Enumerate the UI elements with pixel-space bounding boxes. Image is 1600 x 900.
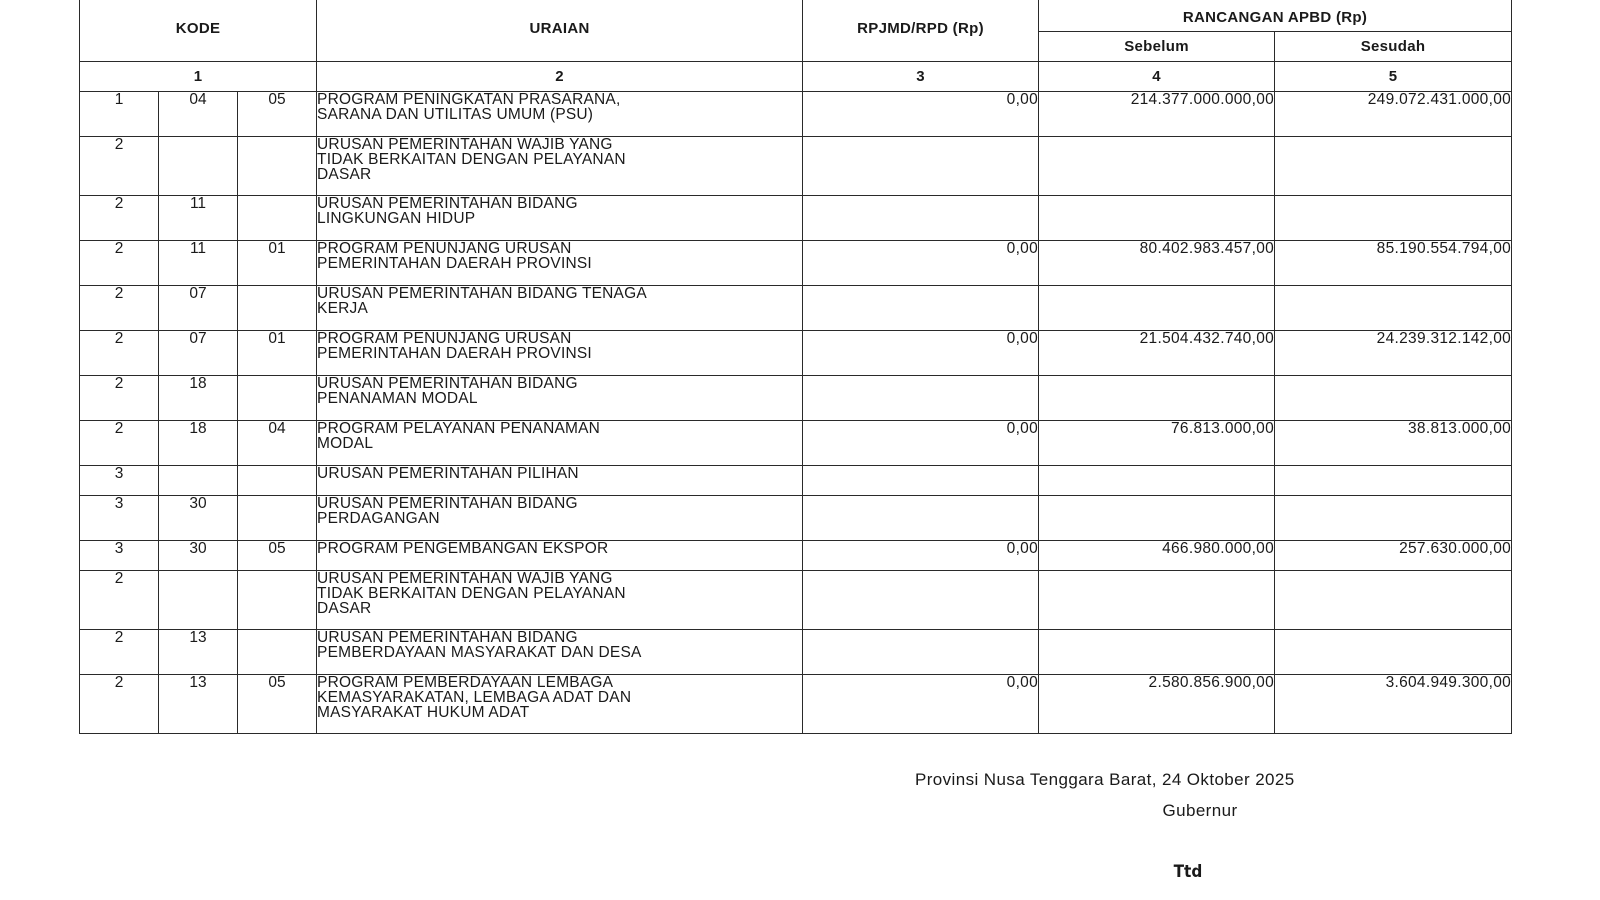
table-row [80, 376, 1512, 421]
sebelum-value [1039, 630, 1275, 675]
kode-program [238, 376, 317, 421]
uraian-line: DASAR [317, 600, 372, 617]
signature-ttd: Ttd [1173, 862, 1203, 882]
uraian-cell [317, 541, 803, 571]
uraian-line: PROGRAM PEMBERDAYAAN LEMBAGA [317, 674, 614, 691]
kode-program [238, 196, 317, 241]
kode-program: 05 [238, 675, 317, 734]
kode-program: 04 [238, 421, 317, 466]
uraian-line: URUSAN PEMERINTAHAN BIDANG [317, 375, 578, 392]
uraian-line: URUSAN PEMERINTAHAN PILIHAN [317, 465, 579, 482]
rpjmd-value: 0,00 [803, 331, 1039, 376]
sebelum-value [1039, 571, 1275, 630]
kode-bidang: 11 [159, 241, 238, 286]
kode-program: 05 [238, 541, 317, 571]
sesudah-value: 38.813.000,00 [1275, 421, 1512, 466]
uraian-cell [317, 466, 803, 496]
rpjmd-value: 0,00 [803, 421, 1039, 466]
uraian-cell [317, 331, 803, 376]
kode-urusan: 2 [80, 331, 159, 376]
table-row [80, 331, 1512, 376]
kode-program [238, 496, 317, 541]
table-row [80, 241, 1512, 286]
kode-urusan: 2 [80, 137, 159, 196]
sesudah-value [1275, 466, 1512, 496]
sesudah-value [1275, 137, 1512, 196]
kode-bidang: 07 [159, 331, 238, 376]
uraian-line: SARANA DAN UTILITAS UMUM (PSU) [317, 106, 594, 123]
uraian-line: PROGRAM PELAYANAN PENANAMAN [317, 420, 601, 437]
rpjmd-value [803, 571, 1039, 630]
kode-urusan: 2 [80, 376, 159, 421]
uraian-cell [317, 241, 803, 286]
kode-program [238, 571, 317, 630]
table-row [80, 571, 1512, 630]
kode-urusan: 2 [80, 421, 159, 466]
header-uraian: URAIAN [317, 0, 803, 62]
uraian-line: DASAR [317, 166, 372, 183]
kode-program: 05 [238, 92, 317, 137]
kode-urusan: 3 [80, 496, 159, 541]
sesudah-value: 249.072.431.000,00 [1275, 92, 1512, 137]
sesudah-value: 24.239.312.142,00 [1275, 331, 1512, 376]
sebelum-value [1039, 466, 1275, 496]
rpjmd-value: 0,00 [803, 92, 1039, 137]
table-row [80, 137, 1512, 196]
sesudah-value [1275, 196, 1512, 241]
uraian-line: PENANAMAN MODAL [317, 390, 478, 407]
kode-urusan: 2 [80, 286, 159, 331]
rpjmd-value [803, 196, 1039, 241]
uraian-cell [317, 376, 803, 421]
kode-urusan: 2 [80, 571, 159, 630]
rpjmd-value [803, 286, 1039, 331]
uraian-line: TIDAK BERKAITAN DENGAN PELAYANAN [317, 151, 626, 168]
kode-urusan: 2 [80, 630, 159, 675]
uraian-cell [317, 630, 803, 675]
table-row [80, 675, 1512, 734]
kode-bidang: 13 [159, 675, 238, 734]
uraian-cell [317, 286, 803, 331]
table-row [80, 496, 1512, 541]
table-row [80, 286, 1512, 331]
table-row [80, 466, 1512, 496]
uraian-line: PROGRAM PENUNJANG URUSAN [317, 330, 572, 347]
uraian-line: URUSAN PEMERINTAHAN BIDANG TENAGA [317, 285, 647, 302]
uraian-line: PEMBERDAYAAN MASYARAKAT DAN DESA [317, 644, 642, 661]
kode-program [238, 466, 317, 496]
kode-urusan: 3 [80, 466, 159, 496]
uraian-cell [317, 196, 803, 241]
rpjmd-value [803, 496, 1039, 541]
uraian-line: LINGKUNGAN HIDUP [317, 210, 476, 227]
kode-bidang: 18 [159, 421, 238, 466]
kode-program [238, 286, 317, 331]
sesudah-value [1275, 286, 1512, 331]
rpjmd-value: 0,00 [803, 241, 1039, 286]
table-body [80, 92, 1512, 734]
sesudah-value [1275, 376, 1512, 421]
uraian-line: KEMASYARAKATAN, LEMBAGA ADAT DAN [317, 689, 632, 706]
rpjmd-value [803, 466, 1039, 496]
kode-bidang: 11 [159, 196, 238, 241]
sebelum-value [1039, 286, 1275, 331]
kode-urusan: 3 [80, 541, 159, 571]
sebelum-value: 76.813.000,00 [1039, 421, 1275, 466]
uraian-cell [317, 496, 803, 541]
kode-program: 01 [238, 331, 317, 376]
kode-urusan: 2 [80, 241, 159, 286]
table-row [80, 421, 1512, 466]
rpjmd-value [803, 137, 1039, 196]
signature-place-date: Provinsi Nusa Tenggara Barat, 24 Oktober 2025 [915, 770, 1295, 789]
kode-bidang: 30 [159, 496, 238, 541]
kode-bidang: 07 [159, 286, 238, 331]
uraian-cell [317, 137, 803, 196]
uraian-cell [317, 421, 803, 466]
table-row [80, 541, 1512, 571]
header-rancangan-apbd: RANCANGAN APBD (Rp) [1039, 0, 1512, 32]
sesudah-value: 85.190.554.794,00 [1275, 241, 1512, 286]
table-row [80, 630, 1512, 675]
kode-bidang: 13 [159, 630, 238, 675]
kode-bidang: 30 [159, 541, 238, 571]
kode-program [238, 630, 317, 675]
kode-bidang: 18 [159, 376, 238, 421]
uraian-line: PROGRAM PENGEMBANGAN EKSPOR [317, 540, 609, 557]
uraian-line: URUSAN PEMERINTAHAN WAJIB YANG [317, 136, 613, 153]
uraian-line: PEMERINTAHAN DAERAH PROVINSI [317, 255, 592, 272]
uraian-line: KERJA [317, 300, 368, 317]
table-row [80, 196, 1512, 241]
rpjmd-value: 0,00 [803, 541, 1039, 571]
kode-urusan: 1 [80, 92, 159, 137]
header-sebelum: Sebelum [1039, 32, 1275, 62]
sesudah-value [1275, 496, 1512, 541]
column-number-5: 5 [1275, 62, 1512, 92]
sebelum-value: 80.402.983.457,00 [1039, 241, 1275, 286]
sebelum-value: 214.377.000.000,00 [1039, 92, 1275, 137]
uraian-cell [317, 92, 803, 137]
sebelum-value: 2.580.856.900,00 [1039, 675, 1275, 734]
sebelum-value: 21.504.432.740,00 [1039, 331, 1275, 376]
signature-title: Gubernur [1162, 801, 1238, 820]
sesudah-value [1275, 571, 1512, 630]
uraian-line: PEMERINTAHAN DAERAH PROVINSI [317, 345, 592, 362]
uraian-line: URUSAN PEMERINTAHAN BIDANG [317, 495, 578, 512]
uraian-line: PROGRAM PENUNJANG URUSAN [317, 240, 572, 257]
uraian-line: PROGRAM PENINGKATAN PRASARANA, [317, 91, 621, 108]
kode-urusan: 2 [80, 675, 159, 734]
sesudah-value [1275, 630, 1512, 675]
uraian-line: URUSAN PEMERINTAHAN BIDANG [317, 195, 578, 212]
kode-bidang: 04 [159, 92, 238, 137]
header-rpjmd: RPJMD/RPD (Rp) [803, 0, 1039, 62]
sebelum-value [1039, 496, 1275, 541]
kode-bidang [159, 571, 238, 630]
sebelum-value [1039, 137, 1275, 196]
sesudah-value: 257.630.000,00 [1275, 541, 1512, 571]
kode-bidang [159, 466, 238, 496]
uraian-cell [317, 571, 803, 630]
uraian-line: URUSAN PEMERINTAHAN WAJIB YANG [317, 570, 613, 587]
kode-urusan: 2 [80, 196, 159, 241]
column-number-4: 4 [1039, 62, 1275, 92]
table-row [80, 92, 1512, 137]
rpjmd-value: 0,00 [803, 675, 1039, 734]
kode-program [238, 137, 317, 196]
column-number-1: 1 [80, 62, 317, 92]
uraian-line: TIDAK BERKAITAN DENGAN PELAYANAN [317, 585, 626, 602]
header-kode: KODE [80, 0, 317, 62]
uraian-line: PERDAGANGAN [317, 510, 440, 527]
sebelum-value [1039, 376, 1275, 421]
header-sesudah: Sesudah [1275, 32, 1512, 62]
uraian-cell [317, 675, 803, 734]
sesudah-value: 3.604.949.300,00 [1275, 675, 1512, 734]
sebelum-value: 466.980.000,00 [1039, 541, 1275, 571]
rpjmd-value [803, 376, 1039, 421]
kode-program: 01 [238, 241, 317, 286]
uraian-line: MASYARAKAT HUKUM ADAT [317, 704, 530, 721]
uraian-line: MODAL [317, 435, 374, 452]
kode-bidang [159, 137, 238, 196]
rpjmd-value [803, 630, 1039, 675]
budget-table [79, 0, 1512, 734]
sebelum-value [1039, 196, 1275, 241]
uraian-line: URUSAN PEMERINTAHAN BIDANG [317, 629, 578, 646]
column-number-3: 3 [803, 62, 1039, 92]
column-number-2: 2 [317, 62, 803, 92]
